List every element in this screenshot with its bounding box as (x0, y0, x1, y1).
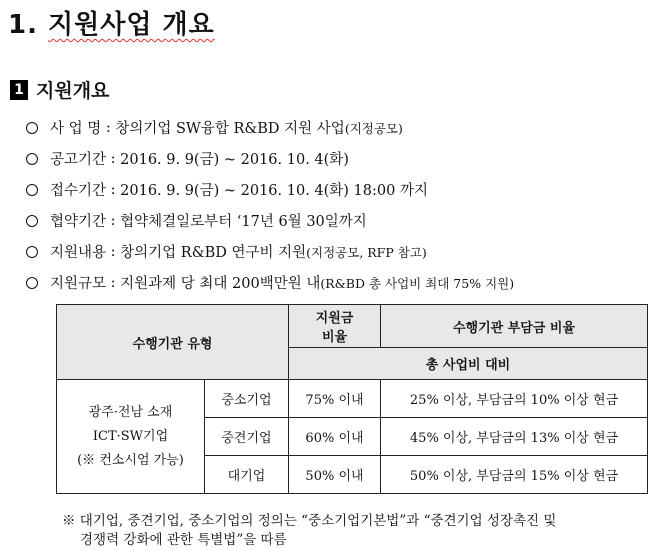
footnote (62, 512, 556, 550)
item-note: (지정공모) (344, 120, 403, 136)
footnote-line2: 경쟁력 강화에 관한 특별법”을 따름 (80, 532, 287, 548)
rate-cell: 75% 이내 (289, 380, 381, 418)
item-value: 지원과제 당 최대 200백만원 내 (120, 276, 321, 292)
burden-cell: 25% 이상, 부담금의 10% 이상 현금 (381, 380, 648, 418)
title-text: 지원사업 개요 (48, 10, 215, 40)
circle-bullet-icon (26, 153, 38, 165)
item-value: 2016. 9. 9(금) ~ 2016. 10. 4(화) 18:00 까지 (120, 183, 428, 199)
circle-bullet-icon (26, 246, 38, 258)
list-item: 지원규모 : 지원과제 당 최대 200백만원 내 (R&BD 총 사업비 최대 75% 지원) (26, 267, 514, 298)
item-value: 창의기업 R&BD 연구비 지원 (120, 245, 307, 261)
group-cell (57, 380, 205, 494)
list-item: 지원내용 : 창의기업 R&BD 연구비 지원 (지정공모, RFP 참고) (26, 236, 514, 267)
support-ratio-table (56, 304, 648, 494)
section-marker: 1 (10, 80, 28, 100)
group-line2: ICT·SW기업 (92, 428, 169, 444)
list-item: 사 업 명 : 창의기업 SW융합 R&BD 지원 사업 (지정공모) (26, 112, 514, 143)
org-cell: 중소기업 (205, 380, 289, 418)
item-label: 지원규모 (50, 276, 107, 292)
header-support-rate (289, 305, 381, 348)
table-row (57, 380, 648, 418)
header-burden-rate: 수행기관 부담금 비율 (381, 305, 648, 348)
item-value: 2016. 9. 9(금) ~ 2016. 10. 4(화) (120, 152, 349, 168)
org-cell: 중견기업 (205, 418, 289, 456)
burden-cell: 50% 이상, 부담금의 15% 이상 현금 (381, 456, 648, 494)
list-item: 협약기간 : 협약체결일로부터 ‘17년 6월 30일까지 (26, 205, 514, 236)
item-label: 접수기간 (50, 183, 107, 199)
item-label: 협약기간 (50, 214, 107, 230)
section-heading (10, 76, 109, 103)
item-label: 지원내용 (50, 245, 107, 261)
circle-bullet-icon (26, 184, 38, 196)
item-value: 협약체결일로부터 ‘17년 6월 30일까지 (120, 214, 367, 230)
group-line1: 광주·전남 소재 (88, 404, 173, 420)
circle-bullet-icon (26, 215, 38, 227)
rate-cell: 50% 이내 (289, 456, 381, 494)
overview-list (26, 112, 514, 298)
circle-bullet-icon (26, 122, 38, 134)
rate-cell: 60% 이내 (289, 418, 381, 456)
item-label: 공고기간 (50, 152, 107, 168)
burden-cell: 45% 이상, 부담금의 13% 이상 현금 (381, 418, 648, 456)
item-note: (지정공모, RFP 참고) (306, 244, 427, 260)
title-number: 1. (8, 10, 38, 40)
page-title (8, 4, 215, 41)
header-rate-line2: 비율 (321, 330, 348, 345)
group-line3: (※ 컨소시엄 가능) (77, 452, 184, 468)
item-label: 사 업 명 (50, 121, 102, 137)
footnote-line1: ※ 대기업, 중견기업, 중소기업의 정의는 “중소기업기본법”과 “중견기업 성장촉진 및 (62, 513, 557, 529)
org-cell: 대기업 (205, 456, 289, 494)
header-org-type: 수행기관 유형 (57, 305, 289, 380)
item-value: 창의기업 SW융합 R&BD 지원 사업 (115, 121, 345, 137)
circle-bullet-icon (26, 277, 38, 289)
header-burden-sub: 총 사업비 대비 (289, 348, 648, 380)
list-item: 접수기간 : 2016. 9. 9(금) ~ 2016. 10. 4(화) 18:00 까지 (26, 174, 514, 205)
list-item: 공고기간 : 2016. 9. 9(금) ~ 2016. 10. 4(화) (26, 143, 514, 174)
item-note: (R&BD 총 사업비 최대 75% 지원) (320, 275, 515, 291)
header-rate-line1: 지원금 (315, 311, 354, 326)
section-title: 지원개요 (36, 80, 110, 102)
